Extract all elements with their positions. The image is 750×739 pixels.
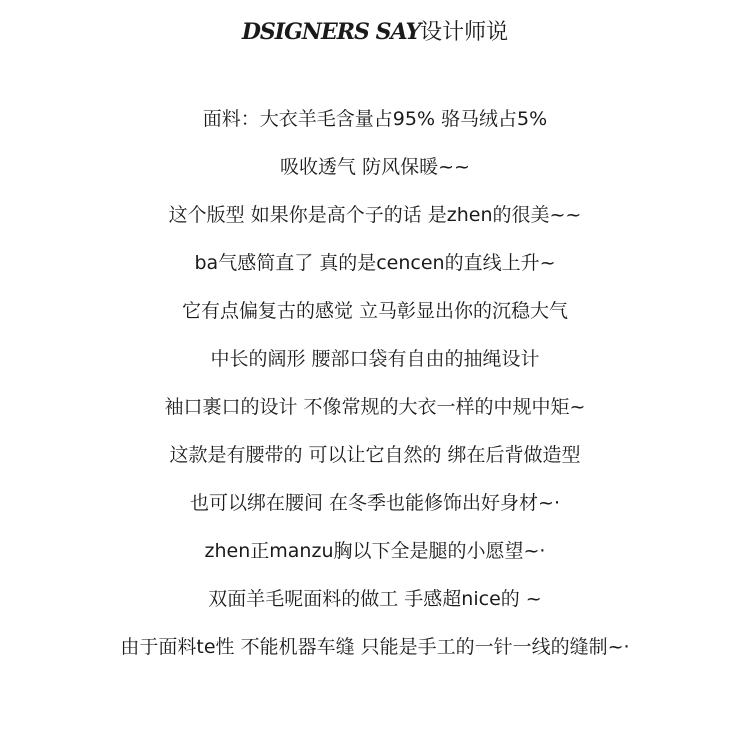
text-line: 双面羊毛呢面料的做工 手感超nice的 ~ xyxy=(208,588,542,610)
brand-name: DSIGNERS SAY xyxy=(241,19,421,45)
text-line: 袖口裹口的设计 不像常规的大衣一样的中规中矩~ xyxy=(164,396,586,418)
text-line: 这款是有腰带的 可以让它自然的 绑在后背做造型 xyxy=(169,444,581,466)
text-line: 面料：大衣羊毛含量占95% 骆马绒占5% xyxy=(202,108,548,130)
text-line: ba气感简直了 真的是cencen的直线上升~ xyxy=(194,252,556,274)
page-title xyxy=(0,16,750,49)
description-text-block xyxy=(0,100,750,676)
text-line: zhen正manzu胸以下全是腿的小愿望~· xyxy=(204,540,546,562)
text-line: 它有点偏复古的感觉 立马彰显出你的沉稳大气 xyxy=(181,300,569,322)
brand-subtitle: 设计师说 xyxy=(420,20,509,45)
text-line: 也可以绑在腰间 在冬季也能修饰出好身材~· xyxy=(189,492,560,514)
text-line: 吸收透气 防风保暖~~ xyxy=(280,156,470,178)
text-line: 由于面料te性 不能机器车缝 只能是手工的一针一线的缝制~· xyxy=(120,636,630,658)
text-line: 这个版型 如果你是高个子的话 是zhen的很美~~ xyxy=(168,204,582,226)
text-line: 中长的阔形 腰部口袋有自由的抽绳设计 xyxy=(210,348,540,370)
